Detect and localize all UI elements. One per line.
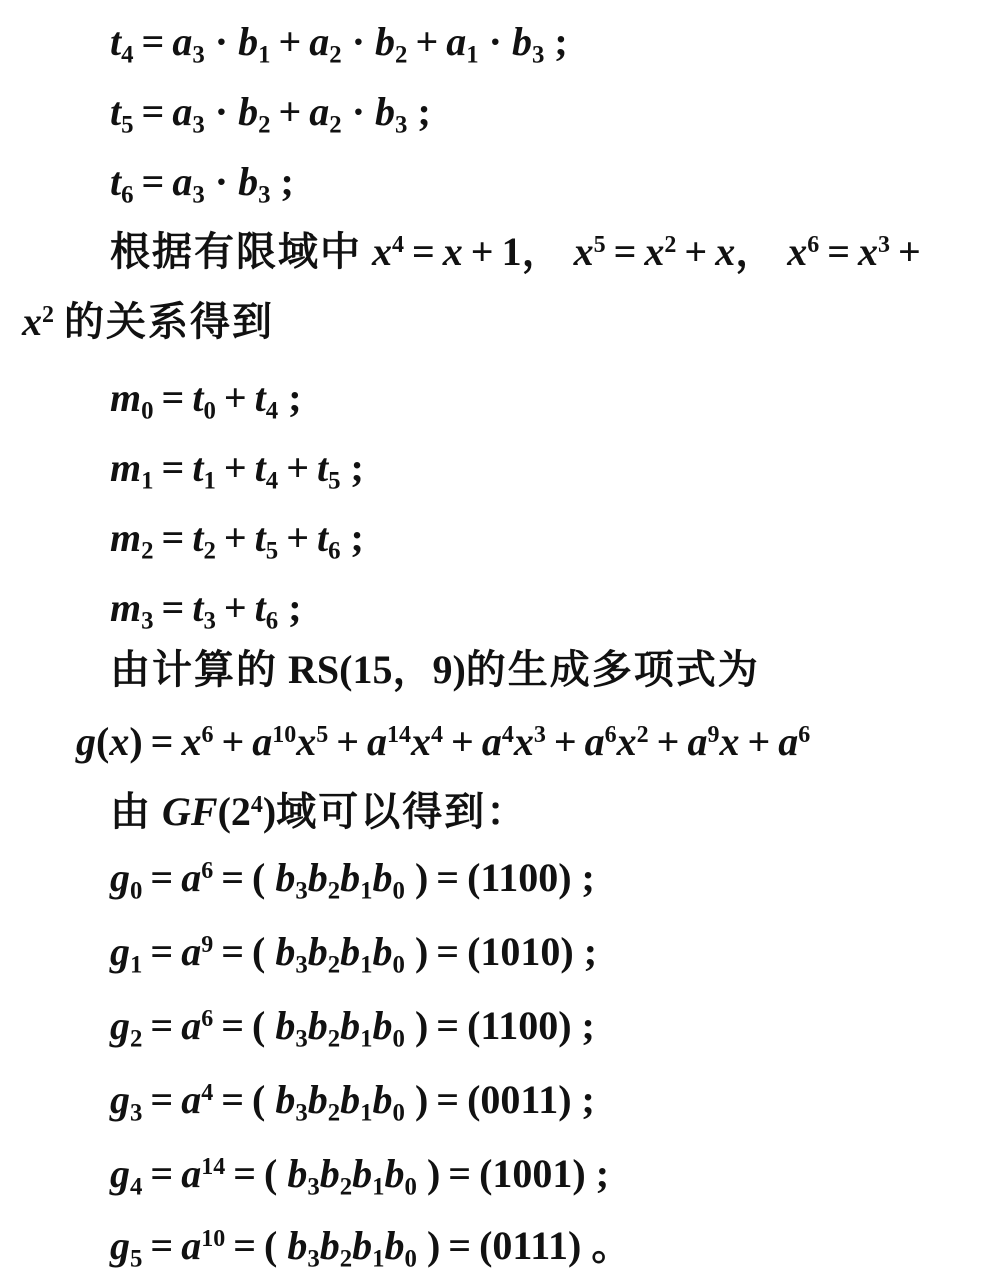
equation-g5: $g_5 = a^{10}$ = ( $b_3b_2b_1b_0$ ) = (0111) 。 [110, 1223, 632, 1273]
equation-g4: $g_4 = a^{14}$ = ( $b_3b_2b_1b_0$ ) = (1001) ; [110, 1151, 610, 1201]
paragraph-field-relations: 根据有限域中 $x^4 = x + 1$， $x^5 = x^2 + x$， $x^6 = x^3$ + [110, 229, 921, 275]
equation-m3: $m_3 = t_3 + t_6$ ; [110, 585, 302, 635]
equation-g0: $g_0 = a^6$ = ( $b_3b_2b_1b_0$ ) = (1100) ; [110, 855, 595, 905]
paragraph-text: 的生成多项式为 [465, 647, 760, 693]
equation-m1: $m_1 = t_1 + t_4 + t_5$ ; [110, 445, 364, 495]
paragraph-text: 的关系得到 [64, 299, 274, 345]
paragraph-text: 根据有限域中 [110, 229, 362, 275]
equation-m0: $m_0 = t_0 + t_4$ ; [110, 375, 302, 425]
equation-t4: $t_4 = a_3 \cdot b_1 + a_2 \cdot b_2 + a_1 \cdot b_3$ ; [110, 19, 568, 69]
equation-t6: $t_6 = a_3 \cdot b_3$ ; [110, 159, 294, 209]
paragraph-text: 由 [110, 789, 152, 835]
paragraph-generator-intro [110, 647, 760, 693]
paragraph-field-relations-cont: $x^2$ 的关系得到 [22, 299, 274, 345]
paragraph-text: 由计算的 [110, 647, 278, 693]
rs-code-label: RS(15，9) [288, 647, 466, 692]
equation-g2: $g_2 = a^6$ = ( $b_3b_2b_1b_0$ ) = (1100) ; [110, 1003, 595, 1053]
equation-g1: $g_1 = a^9$ = ( $b_3b_2b_1b_0$ ) = (1010) ; [110, 929, 598, 979]
equation-g3: $g_3 = a^4$ = ( $b_3b_2b_1b_0$ ) = (0011) ; [110, 1077, 595, 1127]
equation-t5: $t_5 = a_3 \cdot b_2 + a_2 \cdot b_3$ ; [110, 89, 431, 139]
paragraph-gf-intro: 由 $GF(2^4)$域可以得到： [110, 789, 529, 835]
paragraph-text: 域可以得到： [276, 789, 529, 835]
equation-m2: $m_2 = t_2 + t_5 + t_6$ ; [110, 515, 364, 565]
equation-generator-polynomial: $g(x) = x^6 + a^{10}x^5 + a^{14}x^4 + a^4x^3 + a^6x^2 + a^9x + a^6$ [76, 719, 811, 764]
